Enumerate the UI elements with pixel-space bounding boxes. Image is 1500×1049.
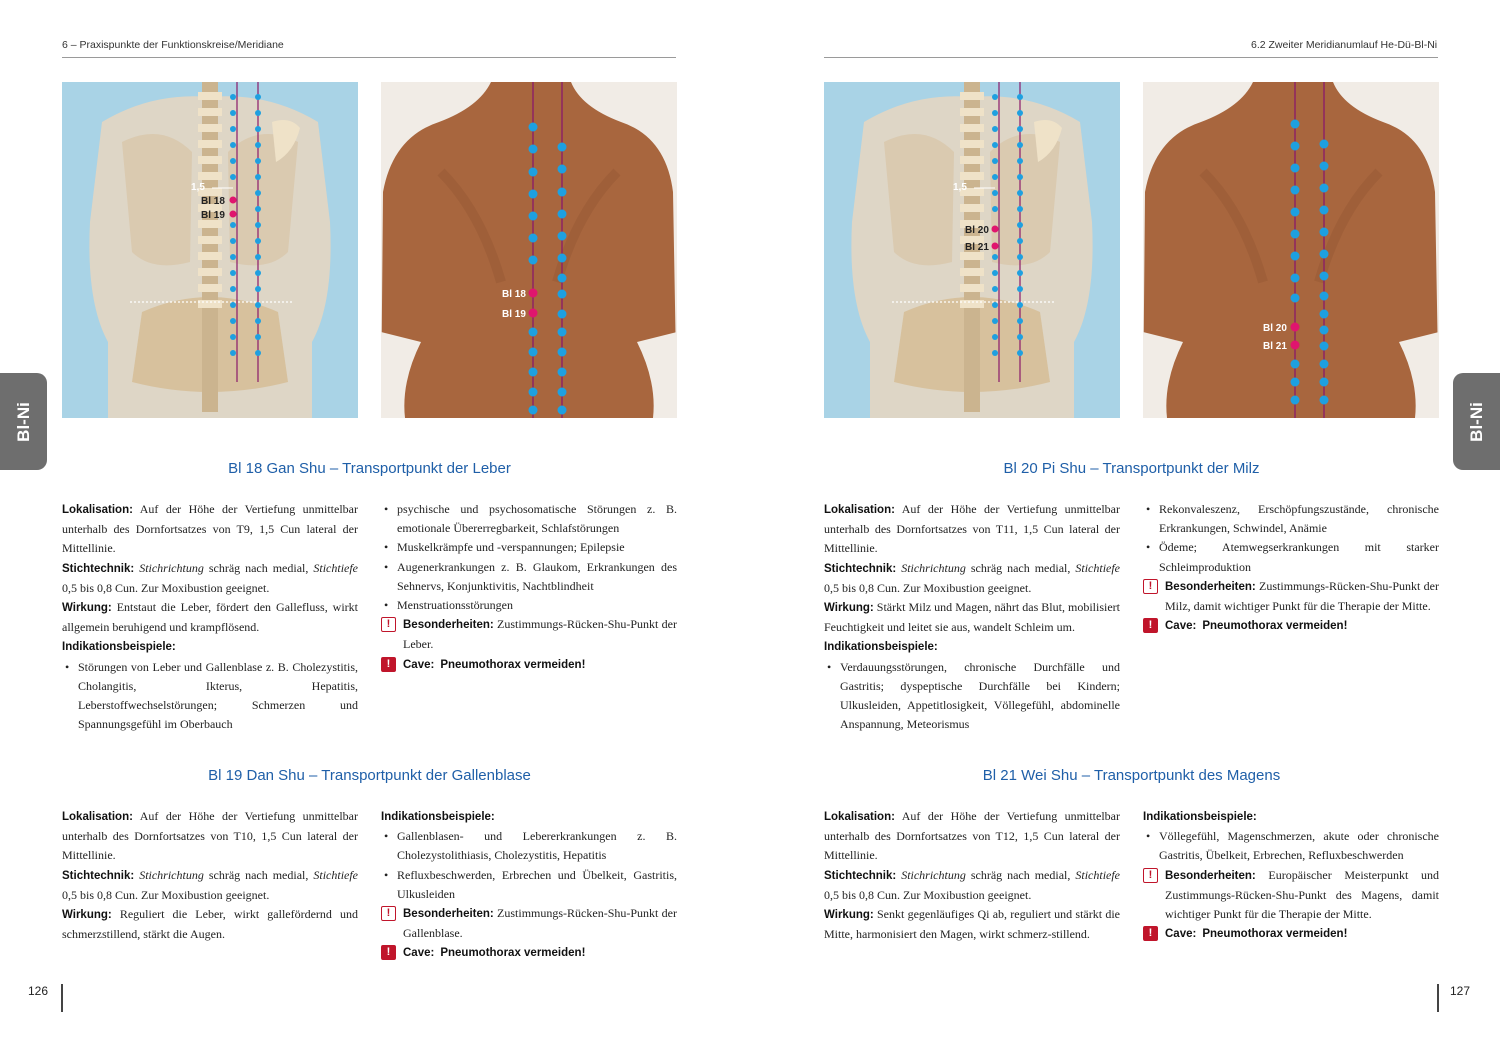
besonderheiten-text: Zustimmungs-Rücken-Shu-Punkt der Gallenblase. (403, 906, 677, 941)
chapter-tab[interactable] (0, 373, 47, 470)
besonderheiten-note (1143, 866, 1439, 925)
wirkung-label: Wirkung: (824, 602, 874, 615)
wirkung-text: Senkt gegenläufiges Qi ab, reguliert und stärkt die Mitte, harmonisiert den Magen, wirkt schmerz-stillend. (824, 907, 1120, 942)
list-item: • Völlegefühl, Magenschmerzen, akute oder chronische Gastritis, Übelkeit, Erbrechen, Refluxbeschwerden (1143, 827, 1439, 865)
list-item: • Gallenblasen- und Lebererkrankungen z. B. Cholezystolithiasis, Cholezystitis, Hepatitis (381, 827, 677, 865)
page-number: 127 (1450, 984, 1471, 998)
stichtechnik-paragraph (824, 559, 1120, 598)
back-illustration (381, 82, 677, 418)
cave-text: Pneumothorax vermeiden! (1202, 928, 1348, 941)
besonderheiten-label: Besonderheiten: (403, 908, 494, 921)
exclamation-outline-icon: ! (381, 906, 396, 921)
wirkung-label: Wirkung: (62, 909, 112, 922)
lokalisation-label: Lokalisation: (62, 504, 133, 516)
exclamation-filled-icon: ! (381, 945, 396, 960)
stichtechnik-label: Stichtechnik: (62, 562, 135, 575)
lokalisation-label: Lokalisation: (824, 504, 895, 516)
list-item: • Muskelkrämpfe und -verspannungen; Epilepsie (381, 538, 677, 557)
exclamation-outline-icon: ! (1143, 868, 1158, 883)
stichtechnik-paragraph (62, 866, 358, 905)
stichtechnik-label: Stichtechnik: (62, 869, 135, 882)
stichtechnik-text: schräg nach medial, (203, 560, 314, 575)
point-label-bl18: Bl 18 (201, 196, 225, 207)
wirkung-paragraph (824, 598, 1120, 637)
cave-note (1143, 924, 1439, 944)
wirkung-paragraph (824, 905, 1120, 944)
skeleton-illustration (824, 82, 1120, 418)
text-column (824, 807, 1120, 944)
point-label-bl18: Bl 18 (502, 289, 526, 300)
text-column (1143, 500, 1439, 636)
list-item: • Rekonvaleszenz, Erschöpfungszustände, chronische Erkrankungen, Schwindel, Anämie (1143, 500, 1439, 538)
lokalisation-text: Auf der Höhe der Vertiefung unmittelbar unterhalb des Dornfortsatzes von T11, 1,5 Cun lateral der Mittellinie. (824, 502, 1120, 556)
section-title: Bl 19 Dan Shu – Transportpunkt der Gallenblase (208, 767, 531, 784)
exclamation-filled-icon: ! (1143, 926, 1158, 941)
stichtechnik-text: 0,5 bis 0,8 Cun. Zur Moxibustion geeignet. (62, 580, 270, 595)
indikation-label: Indikationsbeispiele: (381, 811, 495, 823)
skeleton-figure (824, 82, 1120, 418)
wirkung-paragraph (62, 905, 358, 944)
text-column (62, 500, 358, 734)
text-column (381, 807, 677, 964)
indikation-label: Indikationsbeispiele: (1143, 811, 1257, 823)
skeleton-figure (62, 82, 358, 418)
cave-text: Pneumothorax vermeiden! (1202, 620, 1348, 633)
stichtechnik-text: schräg nach medial, (965, 560, 1076, 575)
running-head: 6 – Praxispunkte der Funktionskreise/Meridiane (62, 39, 284, 51)
besonderheiten-note (1143, 577, 1439, 616)
lokalisation-text: Auf der Höhe der Vertiefung unmittelbar unterhalb des Dornfortsatzes von T9, 1,5 Cun lateral der Mittellinie. (62, 502, 358, 556)
besonderheiten-text: Zustimmungs-Rücken-Shu-Punkt der Milz, damit wichtiger Punkt für die Therapie der Mitte. (1165, 578, 1439, 614)
cave-note (381, 655, 677, 675)
wirkung-label: Wirkung: (62, 602, 112, 615)
section-title: Bl 20 Pi Shu – Transportpunkt der Milz (1003, 460, 1260, 477)
stichtechnik-text: schräg nach medial, (965, 867, 1076, 882)
stichtechnik-text: 0,5 bis 0,8 Cun. Zur Moxibustion geeignet. (824, 887, 1032, 902)
point-label-bl20: Bl 20 (1263, 323, 1287, 334)
stichtechnik-paragraph (824, 866, 1120, 905)
indikation-heading (381, 807, 677, 827)
exclamation-outline-icon: ! (381, 617, 396, 632)
indikation-list (381, 500, 677, 615)
running-head: 6.2 Zweiter Meridianumlauf He-Dü-Bl-Ni (1251, 39, 1438, 51)
besonderheiten-label: Besonderheiten: (1165, 869, 1256, 882)
text-column (62, 807, 358, 944)
point-label-bl21: Bl 21 (965, 242, 989, 253)
stichtechnik-label: Stichtechnik: (824, 869, 897, 882)
lokalisation-paragraph (62, 500, 358, 559)
indikation-heading (62, 637, 358, 657)
chapter-tab-label: Bl-Ni (13, 401, 33, 442)
list-item: • Ödeme; Atemwegserkrankungen mit starker Schleimproduktion (1143, 538, 1439, 576)
list-item: • Verdauungsstörungen, chronische Durchfälle und Gastritis; dyspeptische Durchfälle bei Kindern; Ulkusleiden, Appetitlosigkeit, Völlegefühl, abdominelle Anspannung, Meteorismus (824, 658, 1120, 735)
stichtechnik-label: Stichtechnik: (824, 562, 897, 575)
stichtiefe-term: Stichtiefe (313, 867, 359, 882)
lokalisation-paragraph (824, 807, 1120, 866)
besonderheiten-text: Zustimmungs-Rücken-Shu-Punkt der Leber. (403, 617, 677, 652)
cave-label: Cave: (1165, 620, 1197, 633)
cave-label: Cave: (403, 947, 435, 960)
stichtechnik-text: schräg nach medial, (203, 867, 314, 882)
indikation-list (1143, 827, 1439, 865)
list-item: • Menstruationsstörungen (381, 596, 677, 615)
list-item: • Refluxbeschwerden, Erbrechen und Übelkeit, Gastritis, Ulkusleiden (381, 866, 677, 904)
section-title: Bl 18 Gan Shu – Transportpunkt der Leber (228, 460, 511, 477)
point-label-bl20: Bl 20 (965, 225, 989, 236)
stichtiefe-term: Stichtiefe (1075, 867, 1121, 882)
text-column (824, 500, 1120, 734)
header-rule (62, 57, 676, 58)
besonderheiten-text: Europäischer Meisterpunkt und Zustimmungs-Rücken-Shu-Punkt des Magens, damit wichtiger Punkt für die Therapie der Mitte. (1165, 867, 1439, 922)
wirkung-text: Stärkt Milz und Magen, nährt das Blut, mobilisiert Feuchtigkeit und leitet sie aus, wandelt Schleim um. (824, 600, 1120, 635)
indikation-list (62, 658, 358, 735)
besonderheiten-label: Besonderheiten: (1165, 580, 1256, 593)
indikation-heading (824, 637, 1120, 657)
header-rule (824, 57, 1438, 58)
wirkung-text: Entstaut die Leber, fördert den Gallefluss, wirkt allgemein beruhigend und krampflösend. (62, 600, 358, 635)
text-column (1143, 807, 1439, 944)
exclamation-filled-icon: ! (1143, 618, 1158, 633)
lokalisation-paragraph (824, 500, 1120, 559)
back-figure (1143, 82, 1439, 418)
chapter-tab-label: Bl-Ni (1466, 401, 1486, 442)
indikation-list (1143, 500, 1439, 577)
stichtiefe-term: Stichtiefe (1075, 560, 1121, 575)
indikation-label: Indikationsbeispiele: (824, 641, 938, 654)
cave-label: Cave: (403, 658, 435, 671)
cave-text: Pneumothorax vermeiden! (440, 947, 586, 960)
list-item: • psychische und psychosomatische Störungen z. B. emotionale Übererregbarkeit, Schlafstörungen (381, 500, 677, 538)
distance-label: 1,5 (191, 182, 205, 193)
page-number: 126 (28, 984, 49, 998)
right-page (750, 0, 1500, 1049)
lokalisation-text: Auf der Höhe der Vertiefung unmittelbar unterhalb des Dornfortsatzes von T10, 1,5 Cun lateral der Mittellinie. (62, 809, 358, 863)
page-number-rule (61, 984, 63, 1012)
stichrichtung-term: Stichrichtung (901, 867, 966, 882)
indikation-label: Indikationsbeispiele: (62, 641, 176, 654)
skeleton-illustration (62, 82, 358, 418)
cave-note (1143, 616, 1439, 636)
besonderheiten-note (381, 904, 677, 943)
besonderheiten-note (381, 615, 677, 654)
stichtechnik-paragraph (62, 559, 358, 598)
distance-label: 1,5 (953, 182, 967, 193)
page-number-rule (1437, 984, 1439, 1012)
indikation-list (824, 658, 1120, 735)
back-figure (381, 82, 677, 418)
wirkung-paragraph (62, 598, 358, 637)
stichtechnik-text: 0,5 bis 0,8 Cun. Zur Moxibustion geeignet. (824, 580, 1032, 595)
cave-note (381, 943, 677, 963)
point-label-bl19: Bl 19 (201, 210, 225, 221)
stichrichtung-term: Stichrichtung (139, 867, 204, 882)
lokalisation-label: Lokalisation: (62, 811, 133, 823)
stichtiefe-term: Stichtiefe (313, 560, 359, 575)
cave-label: Cave: (1165, 928, 1197, 941)
stichrichtung-term: Stichrichtung (139, 560, 204, 575)
back-illustration (1143, 82, 1439, 418)
list-item: • Störungen von Leber und Gallenblase z. B. Cholezystitis, Cholangitis, Ikterus, Hepatitis, Leberstoffwechselstörungen; Schmerzen und Spannungsgefühl im Oberbauch (62, 658, 358, 735)
wirkung-text: Reguliert die Leber, wirkt gallefördernd und schmerzstillend, stärkt die Augen. (62, 907, 358, 942)
wirkung-label: Wirkung: (824, 909, 874, 922)
chapter-tab[interactable] (1453, 373, 1500, 470)
lokalisation-label: Lokalisation: (824, 811, 895, 823)
cave-text: Pneumothorax vermeiden! (440, 658, 586, 671)
stichrichtung-term: Stichrichtung (901, 560, 966, 575)
point-label-bl21: Bl 21 (1263, 341, 1287, 352)
point-label-bl19: Bl 19 (502, 309, 526, 320)
text-column (381, 500, 677, 675)
lokalisation-text: Auf der Höhe der Vertiefung unmittelbar unterhalb des Dornfortsatzes von T12, 1,5 Cun lateral der Mittellinie. (824, 809, 1120, 863)
section-title: Bl 21 Wei Shu – Transportpunkt des Magens (982, 767, 1281, 784)
indikation-list (381, 827, 677, 904)
exclamation-outline-icon: ! (1143, 579, 1158, 594)
stichtechnik-text: 0,5 bis 0,8 Cun. Zur Moxibustion geeignet. (62, 887, 270, 902)
list-item: • Augenerkrankungen z. B. Glaukom, Erkrankungen des Sehnervs, Konjunktivitis, Nachtblindheit (381, 558, 677, 596)
exclamation-filled-icon: ! (381, 657, 396, 672)
indikation-heading (1143, 807, 1439, 827)
lokalisation-paragraph (62, 807, 358, 866)
besonderheiten-label: Besonderheiten: (403, 619, 494, 632)
